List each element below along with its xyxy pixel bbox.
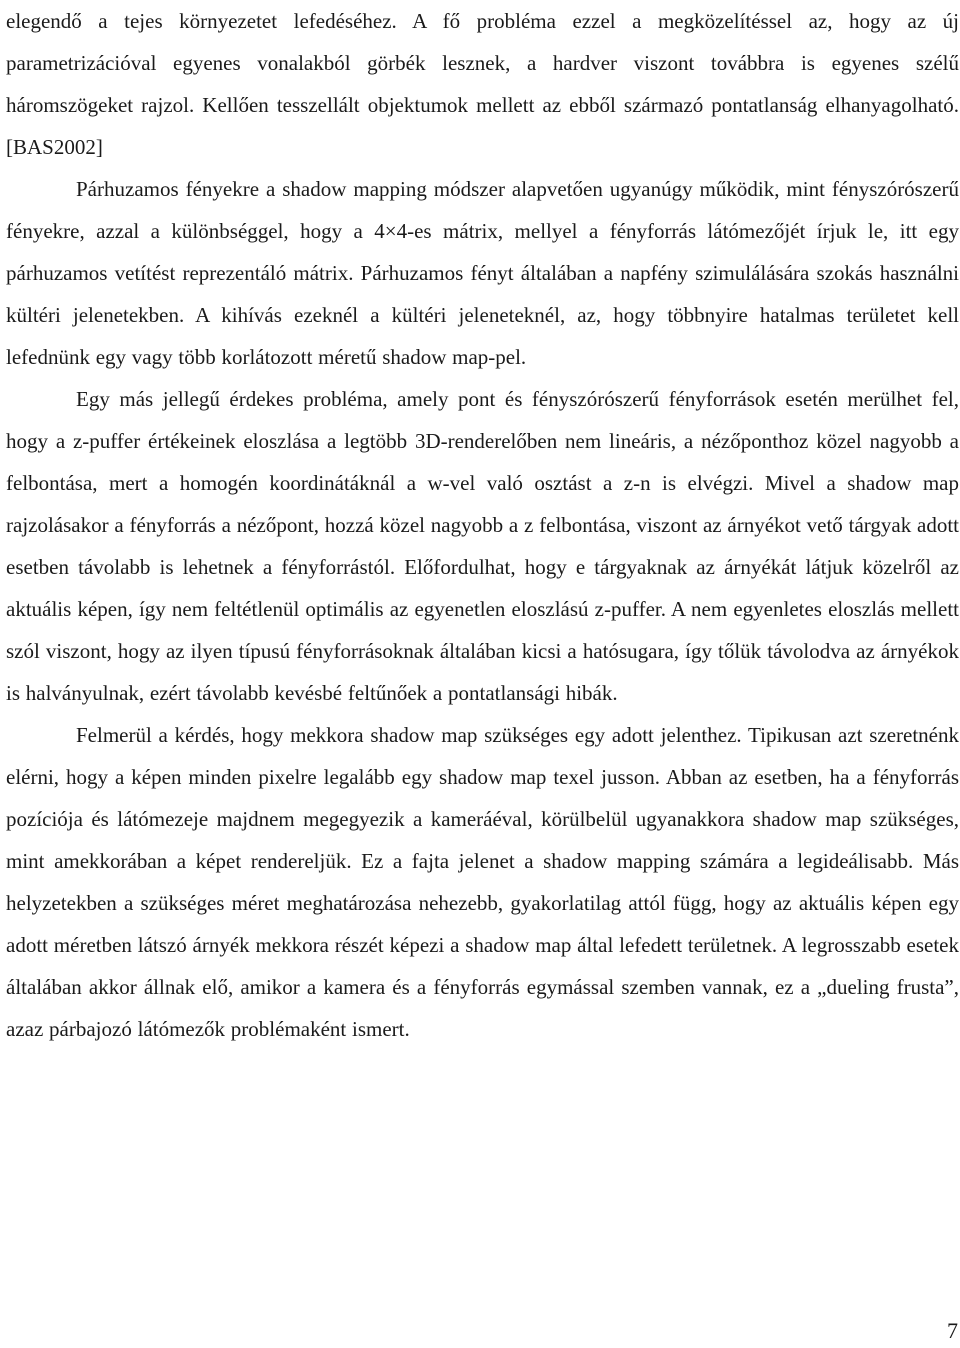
paragraph-continuation: elegendő a tejes környezetet lefedéséhez. A fő probléma ezzel a megközelítéssel az, hogy az új parametrizációval egyenes vonalakból görbék lesznek, a hardver viszont továbbra is egyenes szélű háromszögeket rajzol. Kellően tesszellált objektumok mellett az ebből származó pontatlanság elhanyagolható. [BAS2002] [6, 9, 959, 159]
page-number: 7 [947, 1318, 958, 1343]
paragraph-shadow-map-size: Felmerül a kérdés, hogy mekkora shadow map szükséges egy adott jelenthez. Tipikusan azt szeretnénk elérni, hogy a képen minden pixelre legalább egy shadow map texel jusson. Abban az esetben, ha a fényforrás pozíciója és látómezeje majdnem megegyezik a kameráéval, körülbelül ugyanakkora shadow map szükséges, mint amekkorában a képet rendereljük. Ez a fajta jelenet a shadow mapping számára a legideálisabb. Más helyzetekben a szükséges méret meghatározása nehezebb, gyakorlatilag attól függ, hogy az aktuális képen egy adott méretben látszó árnyék mekkora részét képezi a shadow map által lefedett területnek. A legrosszabb esetek általában akkor állnak elő, amikor a kamera és a fényforrás egymással szemben vannak, ez a „dueling frusta”, azaz párbajozó látómezők problémaként ismert. [6, 723, 959, 1041]
document-body [6, 0, 959, 1050]
paragraph-z-buffer: Egy más jellegű érdekes probléma, amely pont és fényszórószerű fényforrások esetén merülhet fel, hogy a z-puffer értékeinek eloszlása a legtöbb 3D-renderelőben nem lineáris, a nézőponthoz közel nagyobb a felbontása, mert a homogén koordinátáknál a w-vel való osztást a z-n is elvégzi. Mivel a shadow map rajzolásakor a fényforrás a nézőpont, hozzá közel nagyobb a z felbontása, viszont az árnyékot vető tárgyak adott esetben távolabb is lehetnek a fényforrástól. Előfordulhat, hogy e tárgyaknak az árnyékát látjuk közelről az aktuális képen, így nem feltétlenül optimális az egyenetlen eloszlású z-puffer. A nem egyenletes eloszlás mellett szól viszont, hogy az ilyen típusú fényforrásoknak általában kicsi a hatósugara, így tőlük távolodva az árnyékok is halványulnak, ezért távolabb kevésbé feltűnőek a pontatlansági hibák. [6, 387, 959, 705]
paragraph-parallel-lights: Párhuzamos fényekre a shadow mapping módszer alapvetően ugyanúgy működik, mint fényszórószerű fényekre, azzal a különbséggel, hogy a 4×4-es mátrix, mellyel a fényforrás látómezőjét írjuk le, itt egy párhuzamos vetítést reprezentáló mátrix. Párhuzamos fényt általában a napfény szimulálására szokás használni kültéri jelenetekben. A kihívás ezeknél a kültéri jeleneteknél, az, hogy többnyire hatalmas területet kell lefednünk egy vagy több korlátozott méretű shadow map-pel. [6, 177, 959, 369]
